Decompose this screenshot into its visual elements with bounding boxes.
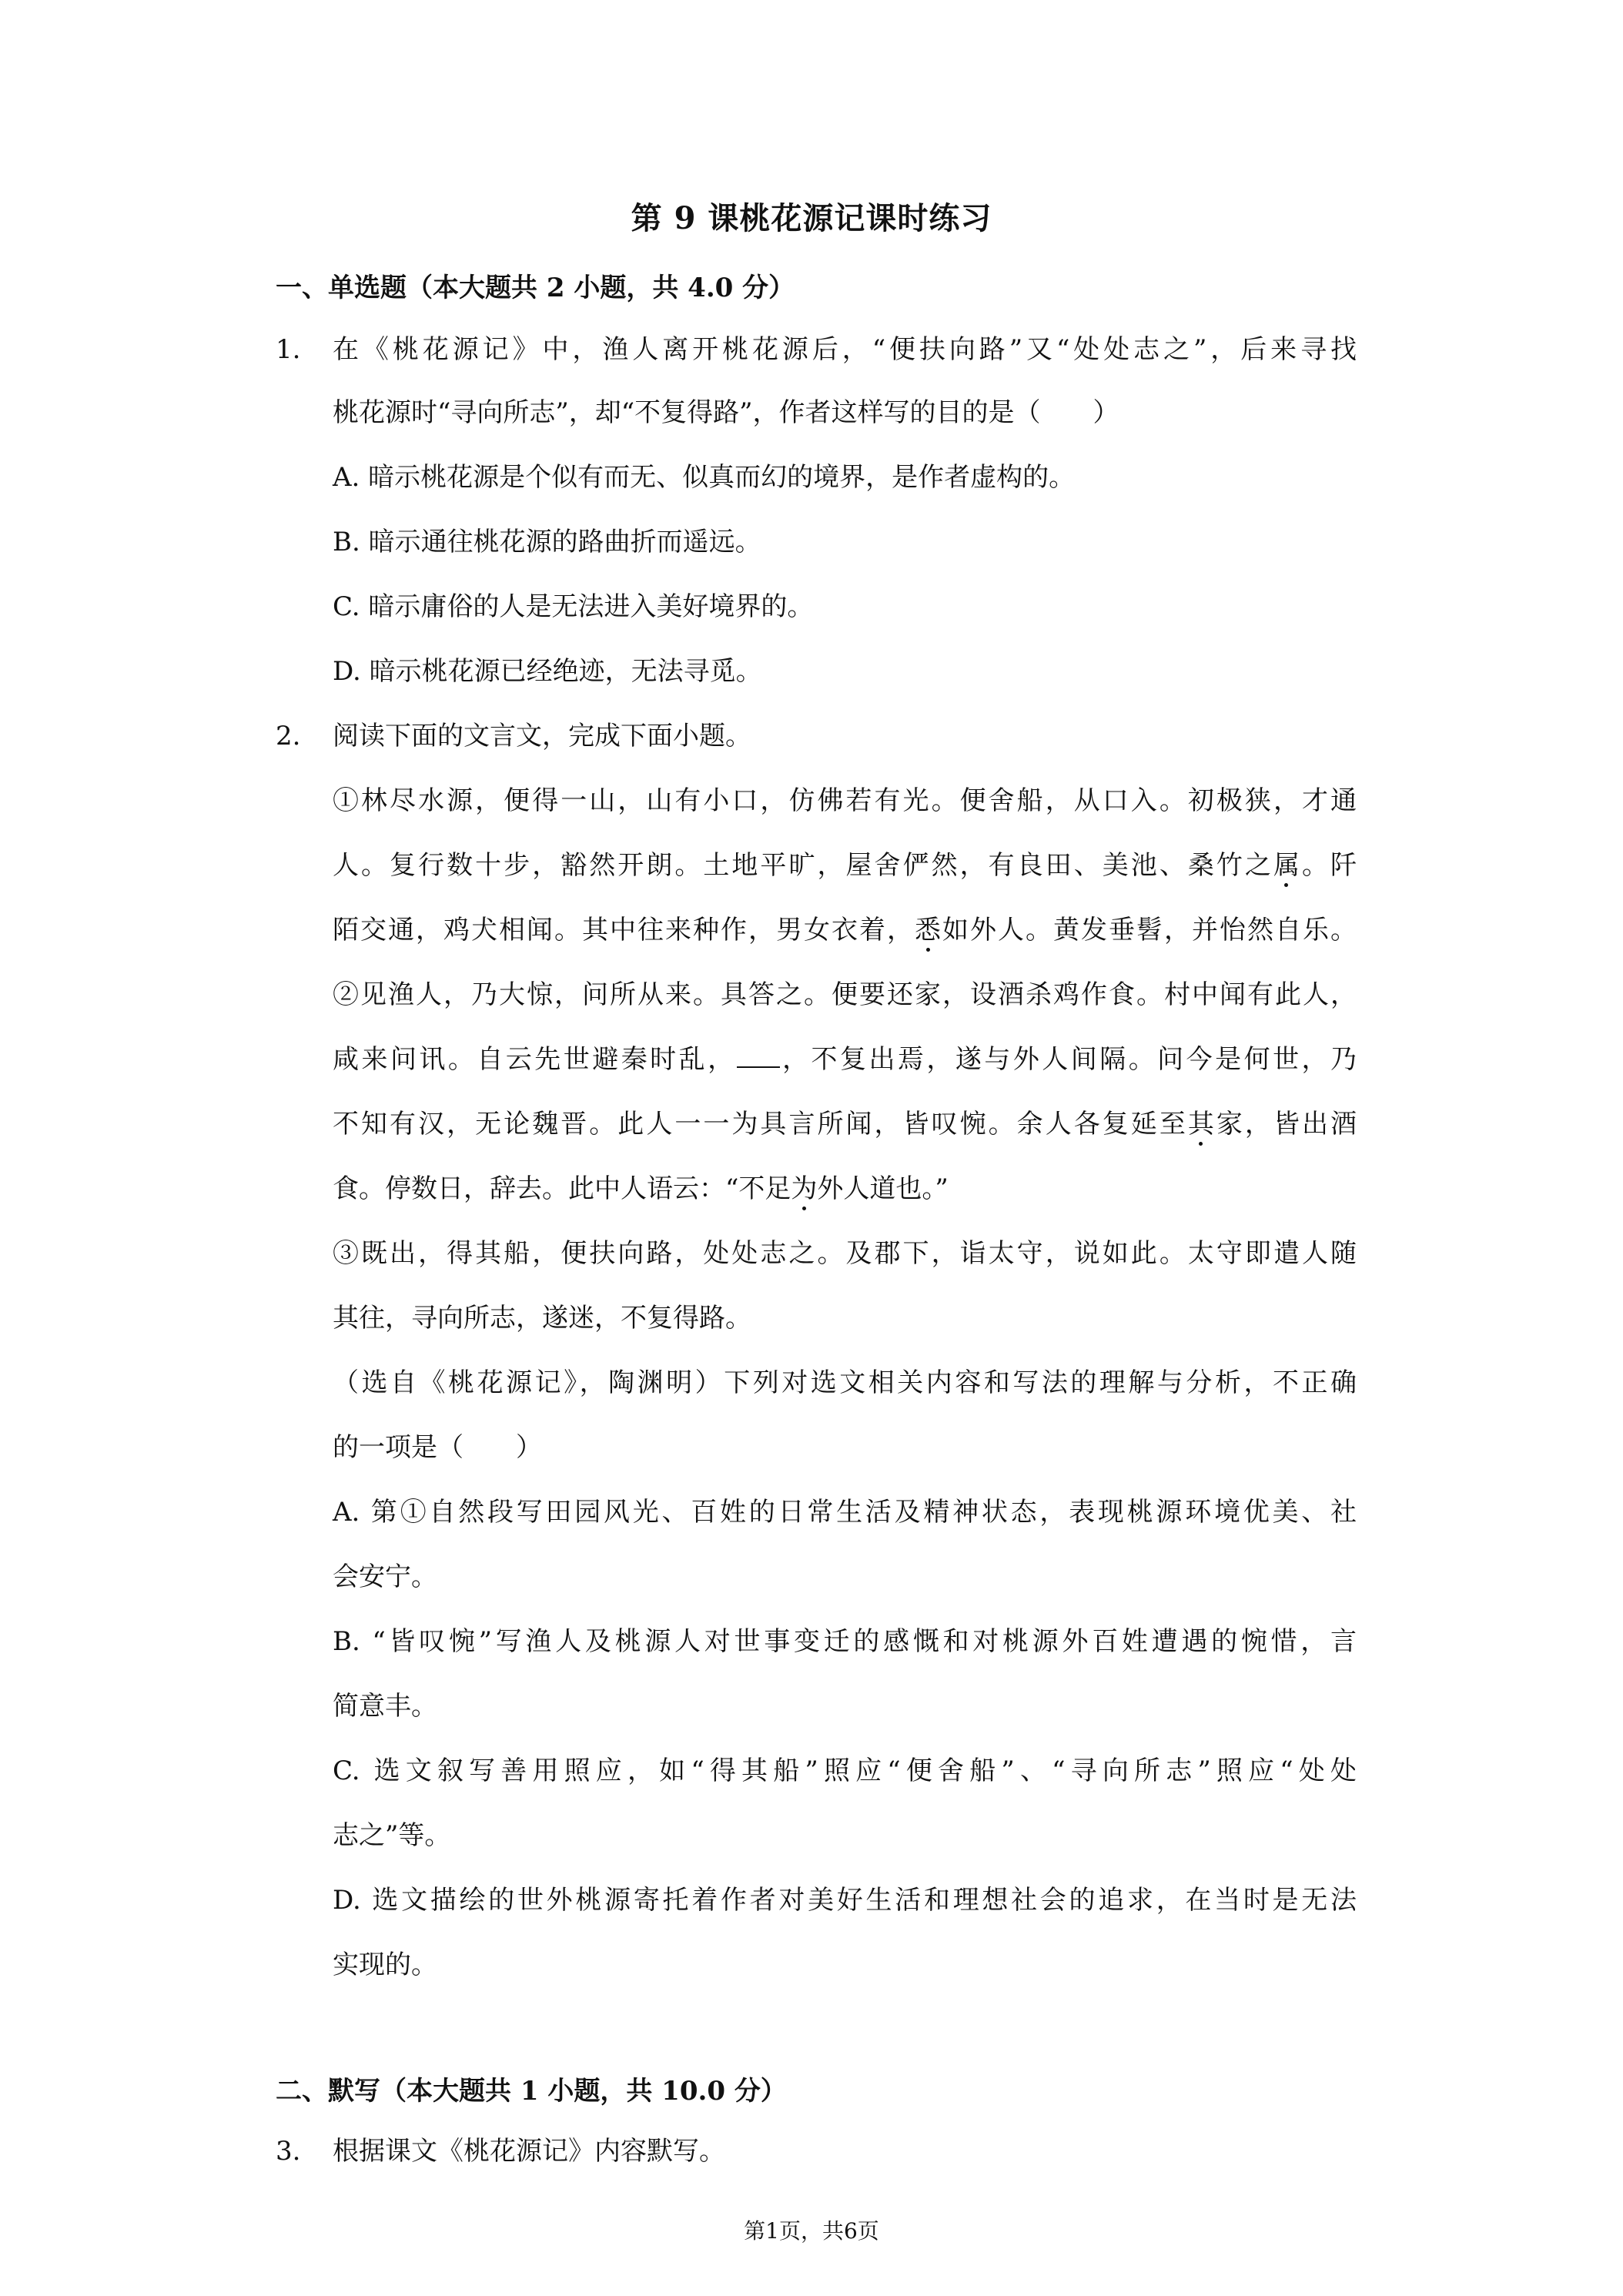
passage-line: 陌交通，鸡犬相闻。其中往来种作，男女衣着，悉如外人。黄发垂髫，并怡然自乐。: [333, 915, 1357, 946]
passage-line: 食。停数日，辞去。此中人语云：“不足为外人道也。”: [333, 1173, 949, 1204]
passage-line: ①林尽水源，便得一山，山有小口，仿佛若有光。便舍船，从口入。初极狭，才通: [333, 785, 1357, 816]
document-title: 第 9 课桃花源记课时练习: [631, 200, 992, 236]
question-number: 1.: [276, 334, 301, 365]
option-d-continued: 实现的。: [333, 1950, 437, 1980]
passage-line: ②见渔人，乃大惊，问所从来。具答之。便要还家，设酒杀鸡作食。村中闻有此人，: [333, 979, 1357, 1010]
emphasis-char: 其: [1187, 1109, 1214, 1140]
option-a: A. 第①自然段写田园风光、百姓的日常生活及精神状态，表现桃源环境优美、社: [333, 1497, 1357, 1528]
option-a: A. 暗示桃花源是个似有而无、似真而幻的境界，是作者虚构的。: [333, 462, 1076, 493]
passage-line: ③既出，得其船，便扶向路，处处志之。及郡下，诣太守，说如此。太守即遣人随: [333, 1238, 1357, 1269]
fill-blank: [737, 1046, 780, 1068]
option-c: C. 选文叙写善用照应，如“得其船”照应“便舍船”、“寻向所志”照应“处处: [333, 1755, 1357, 1786]
option-b: B. 暗示通往桃花源的路曲折而遥远。: [333, 527, 761, 557]
option-c: C. 暗示庸俗的人是无法进入美好境界的。: [333, 591, 814, 622]
question-number: 3.: [276, 2136, 301, 2167]
passage-line: 人。复行数十步，豁然开朗。土地平旷，屋舍俨然，有良田、美池、桑竹之属。阡: [333, 850, 1357, 881]
option-a-continued: 会安宁。: [333, 1561, 437, 1592]
option-b-continued: 简意丰。: [333, 1691, 437, 1722]
question-stem-line: 在《桃花源记》中，渔人离开桃花源后，“便扶向路”又“处处志之”，后来寻找: [333, 334, 1357, 365]
page-footer: 第1页，共6页: [744, 2218, 879, 2244]
question-intro: 阅读下面的文言文，完成下面小题。: [333, 721, 751, 751]
passage-line: 不知有汉，无论魏晋。此人一一为具言所闻，皆叹惋。余人各复延至其家，皆出酒: [333, 1109, 1357, 1140]
question-stem: 根据课文《桃花源记》内容默写。: [333, 2136, 725, 2167]
emphasis-char: 悉: [915, 915, 941, 946]
section-heading-single-choice: 一、单选题（本大题共 2 小题，共 4.0 分）: [276, 273, 795, 303]
question-number: 2.: [276, 721, 301, 751]
question-stem-line: 的一项是（ ）: [333, 1432, 542, 1463]
emphasis-char: 属: [1273, 850, 1300, 881]
option-c-continued: 志之”等。: [333, 1820, 451, 1851]
passage-line: 其往，寻向所志，遂迷，不复得路。: [333, 1303, 751, 1334]
question-stem-line: （选自《桃花源记》，陶渊明）下列对选文相关内容和写法的理解与分析，不正确: [333, 1367, 1357, 1398]
emphasis-char: 为: [791, 1173, 818, 1204]
option-d: D. 选文描绘的世外桃源寄托着作者对美好生活和理想社会的追求，在当时是无法: [333, 1885, 1357, 1916]
option-b: B. “皆叹惋”写渔人及桃源人对世事变迁的感慨和对桃源外百姓遭遇的惋惜，言: [333, 1626, 1357, 1657]
section-heading-dictation: 二、默写（本大题共 1 小题，共 10.0 分）: [276, 2076, 787, 2107]
question-stem-line: 桃花源时“寻向所志”，却“不复得路”，作者这样写的目的是（ ）: [333, 397, 1119, 428]
passage-line: 咸来问讯。自云先世避秦时乱， ，不复出焉，遂与外人间隔。问今是何世，乃: [333, 1044, 1357, 1075]
option-d: D. 暗示桃花源已经绝迹，无法寻觅。: [333, 656, 762, 687]
